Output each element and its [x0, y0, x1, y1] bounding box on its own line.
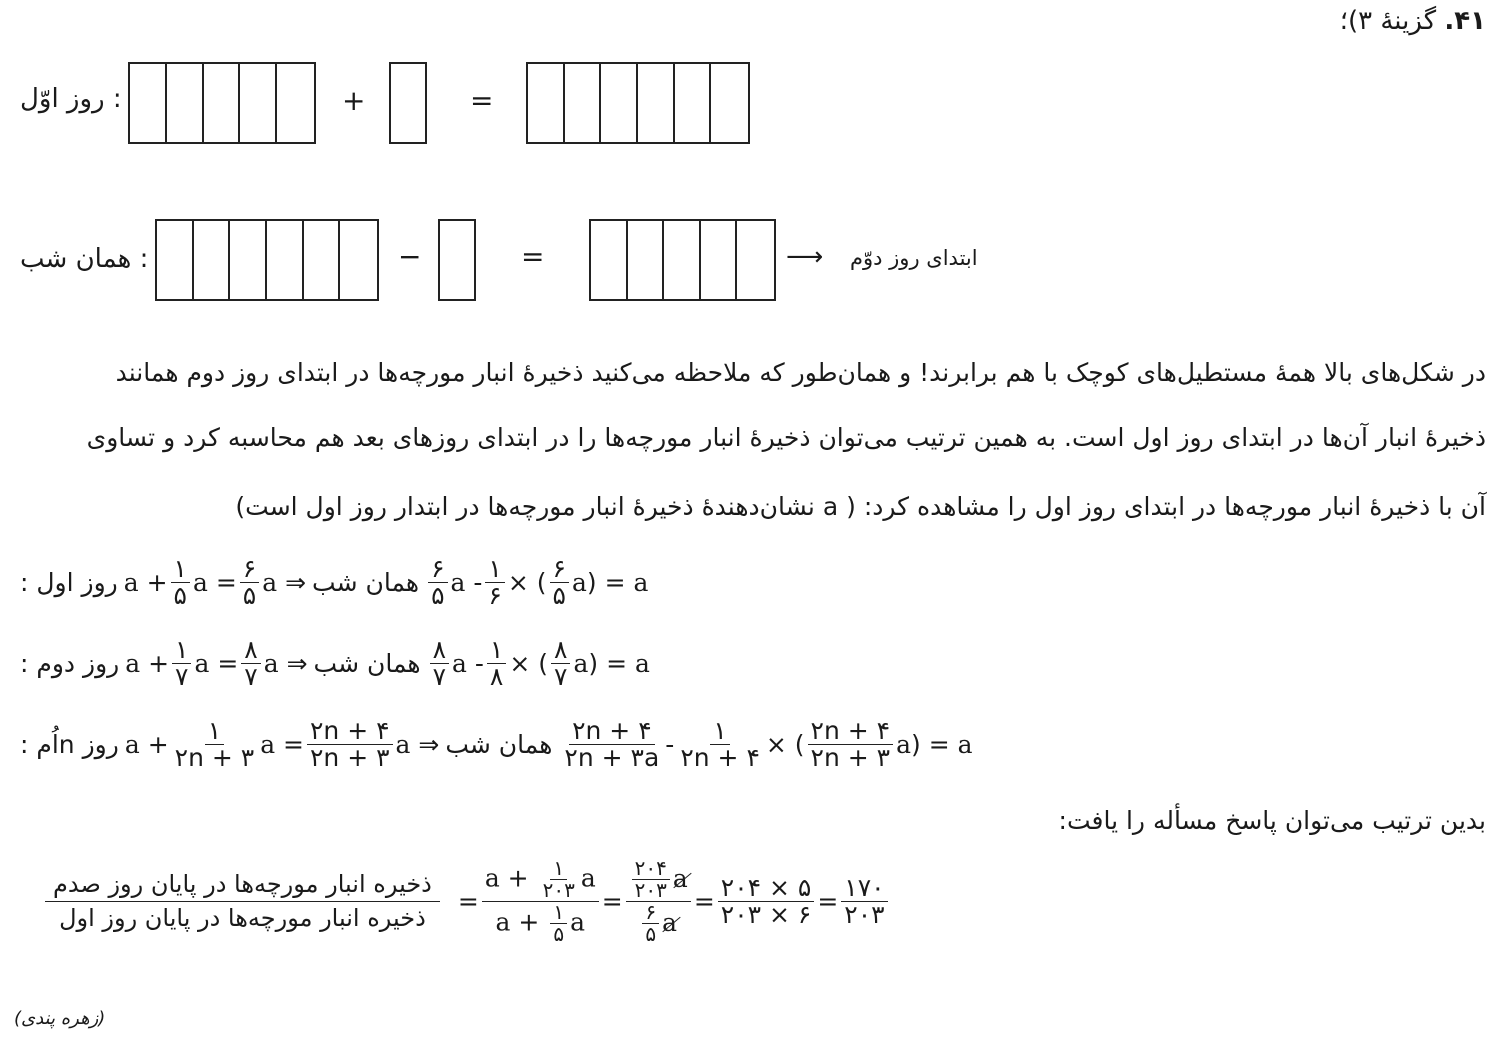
paragraph-line-1: در شکل‌های بالا همهٔ مستطیل‌های کوچک با هم برابرند! و همان‌طور که ملاحظه می‌کنید ذخیرهٔ انبار مورچه‌ها در ابتدای روز دوم همانند — [115, 358, 1486, 387]
row1-plus: + — [342, 84, 366, 117]
row1-left-boxes — [128, 62, 316, 144]
equation-day1: روز اول : a + $\frac{۱}{۵}$ a = $\frac{۶}{۵}$ a ⇒ همان شب $\frac{۶}{۵}$ a - $\frac{۱}{۶}$ × ( $\frac{۶}{۵}$ a ) = a — [20, 554, 649, 611]
day1-label: روز اول : — [20, 568, 118, 598]
question-title — [1340, 6, 1486, 36]
conclusion-text: بدین ترتیب می‌توان پاسخ مسأله را یافت: — [1058, 806, 1486, 835]
final-numerator-text: ذخیره انبار مورچه‌ها در پایان روز صدم — [45, 872, 440, 902]
equation-day2: روز دوم : a + $\frac{۱}{۷}$ a = $\frac{۸}{۷}$ a ⇒ همان شب $\frac{۸}{۷}$ a - $\frac{۱}{۸}$ × ( $\frac{۸}{۷}$ a ) = a — [20, 635, 650, 692]
row2-right-boxes — [589, 219, 776, 301]
dayn-label: روز nاُم : — [20, 730, 119, 760]
equation-dayn: روز nاُم : a + $\frac{۱}{۲n + ۳}$ a = $\frac{۲n + ۴}{۲n + ۳}$ a ⇒ همان شب $\frac{۲n + ۴}{۲n + ۳a}$ - $\frac{۱}{۲n + ۴}$ × ( $\frac{۲n + ۴}{۲n + ۳}$ a ) = a — [20, 716, 973, 773]
arrow-note: ابتدای روز دوّم — [850, 246, 978, 270]
row2-minus: − — [398, 240, 422, 273]
row1-right-boxes — [526, 62, 750, 144]
day2-label: روز دوم : — [20, 649, 120, 679]
question-answer: گزینهٔ ۳)؛ — [1339, 6, 1437, 36]
row1-single-box — [389, 62, 427, 144]
row1-label: : روز اوّل — [20, 84, 122, 114]
row2-equals: = — [521, 240, 545, 273]
row2-single-box — [438, 219, 476, 301]
final-denominator-text: ذخیره انبار مورچه‌ها در پایان روز اول — [59, 904, 426, 932]
arrow-icon: ⟶ — [786, 242, 824, 272]
paragraph-line-2: ذخیرهٔ انبار آن‌ها در ابتدای روز اول است. به همین ترتیب می‌توان ذخیرهٔ انبار مورچه‌ها را در ابتدای روزهای بعد هم محاسبه کرد و تساوی — [86, 423, 1486, 452]
author-credit: (زهره پندی) — [14, 1008, 106, 1029]
question-number: ۴۱. — [1444, 6, 1486, 36]
final-equation: $\frac{\text{ذخیره انبار مورچه‌ها در پایان روز صدم}}{\text{ذخیره انبار مورچه‌ها در پایان روز اول}}$ = a + $\frac{۱}{۲۰۳}$ a a + $\frac{۱}{۵}$ a = $\frac{۲۰۴}{۲۰۳}$ a $\frac{۶}{۵}$ a = $\frac{۲۰۴ \times ۵}{۲۰۳ \times ۶}$ = $\frac{۱۷۰}{۲۰۳}$ — [36, 858, 891, 945]
row2-label: : همان شب — [20, 244, 149, 274]
row1-equals: = — [470, 84, 494, 117]
row2-left-boxes — [155, 219, 379, 301]
paragraph-line-3: آن با ذخیرهٔ انبار مورچه‌ها در ابتدای روز اول را مشاهده کرد: ( a نشان‌دهندهٔ ذخیرهٔ انبار مورچه‌ها در ابتدار روز اول است) — [235, 492, 1486, 521]
